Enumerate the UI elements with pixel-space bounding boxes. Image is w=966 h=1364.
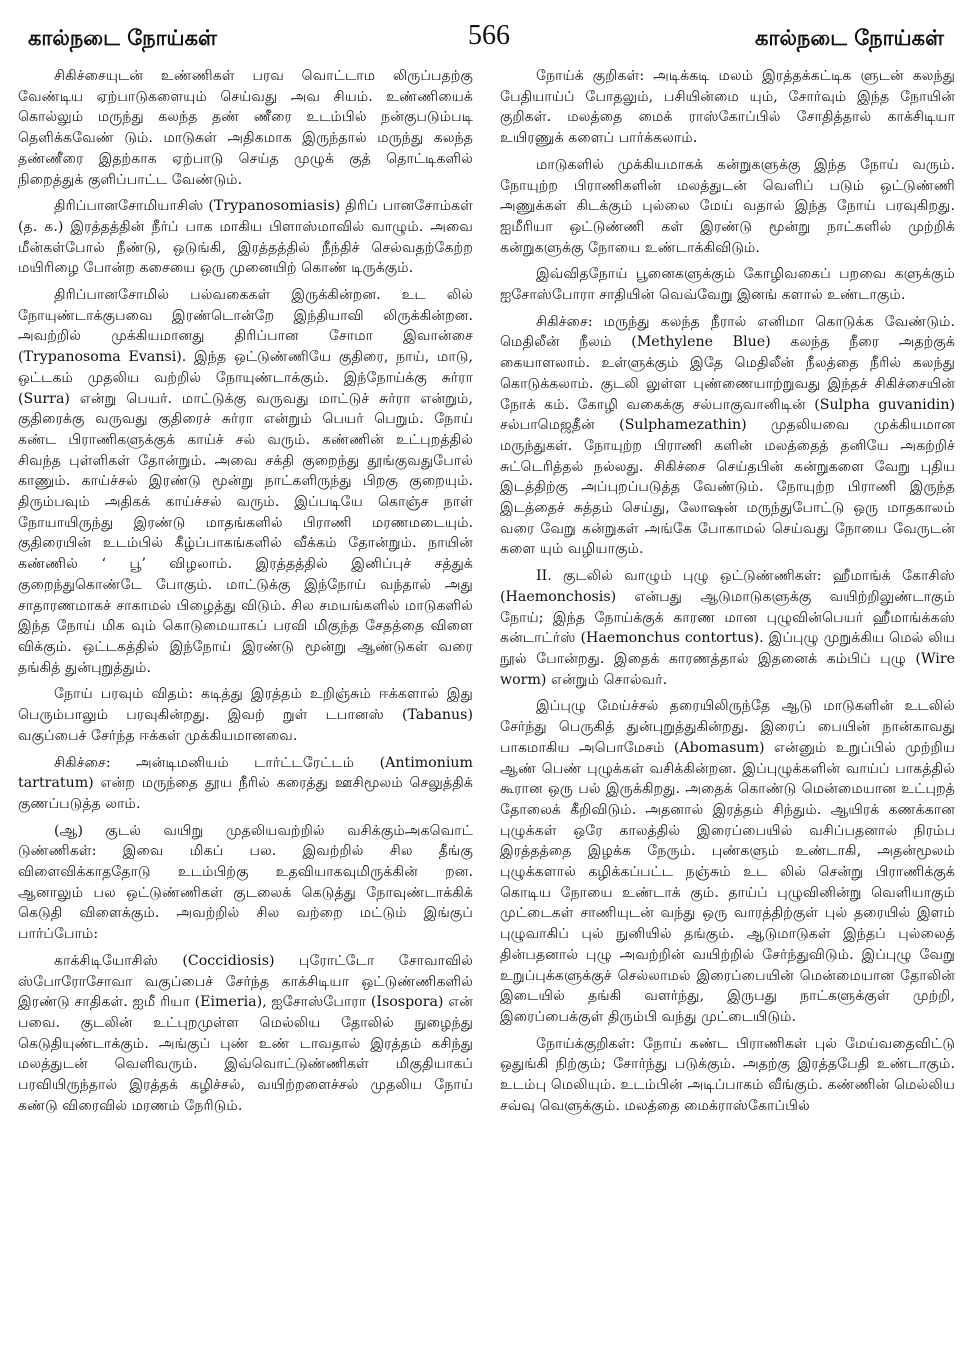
- paragraph-tick-control: சிகிச்சையுடன் உண்ணிகள் பரவ வொட்டாம லிருப்பதற்கு வேண்டிய ஏற்பாடுகளையும் செய்வது அவ சியம். உண்ணியைக் கொல்லும் மருந்து கலந்த தண் ணீரை உடம்பில் நன்குபடும்படி தெளிக்கவேண் டும். மாடுகள் அதிகமாக இருந்தால் மருந்து கலந்த தண்ணீரை இதற்காக ஏற்பாடு செய்த முழுக் குத் தொட்டிகளில் நிறைத்துக் குளிப்பாட்ட வேண்டும்.: [18, 68, 473, 188]
- paragraph-treatment: சிகிச்சை: அன்டிமனியம் டார்ட்டரேட்டம் (Antimonium tartratum) என்ற மருந்தை தூய நீரில் கரைத்து ஊசிமூலம் செலுத்திக் குணப்படுத்த லாம்.: [18, 754, 473, 812]
- page-number: 566: [468, 20, 510, 51]
- paragraph-calves: மாடுகளில் முக்கியமாகக் கன்றுகளுக்கு இந்த நோய் வரும். நோயுற்ற பிராணிகளின் மலத்துடன் வெளிப் படும் ஒட்டுண்ணி அணுக்கள் கிடக்கும் புல்லை மேய் வதால் இந்த நோய் பரவுகிறது. ஐமீரியா ஒட்டுண்ணி கள் இரண்டு மூன்று நாட்களில் முற்றிக் கன்றுகளுக்கு நோயை உண்டாக்கிவிடும்.: [500, 156, 955, 256]
- paragraph-haemonchosis-symptoms: நோய்க்குறிகள்: நோய் கண்ட பிராணிகள் புல் மேய்வதைவிட்டு ஒதுங்கி நிற்கும்; சோர்ந்து படுக்கும். அதற்கு இரத்தபேதி உண்டாகும். உடம்பு மெலியும். உடம்பின் அடிப்பாகம் வீங்கும். கண்ணின் மெல்லிய சவ்வு வெளுக்கும். மலத்தை மைக்ராஸ்கோப்பில்: [500, 1035, 955, 1114]
- left-column: [18, 66, 473, 1356]
- paragraph-intestinal-parasites: (ஆ) குடல் வயிறு முதலியவற்றில் வசிக்கும்அகவொட் டுண்ணிகள்: இவை மிகப் பல. இவற்றில் சில தீங்கு விளைவிக்காததோடு உடம்பிற்கு உதவியாகவுமிருக்கின் றன. ஆனாலும் பல ஒட்டுண்ணிகள் குடலைக் கெடுத்து நோவுண்டாக்கிக் கெடுதி விளைக்கும். அவற்றில் சில வற்றை மட்டும் இங்குப் பார்ப்போம்:: [18, 822, 473, 943]
- running-title-left: கால்நடை நோய்கள்: [28, 26, 217, 50]
- paragraph-birds: இவ்விதநோய் பூனைகளுக்கும் கோழிவகைப் பறவை களுக்கும் ஐசோஸ்போரா சாதியின் வெவ்வேறு இனங் களால் உண்டாகும்.: [500, 266, 955, 304]
- paragraph-surra: திரிப்பானசோமில் பல்வகைகள் இருக்கின்றன. உட லில் நோயுண்டாக்குபவை இரண்டொன்றே இந்தியாவி லிருக்கின்றன. அவற்றில் முக்கியமானது திரிப்பான சோமா இவான்சை (Trypanosoma Evansi). இந்த ஒட்டுண்ணியே குதிரை, நாய், மாடு, ஒட்டகம் முதலிய வற்றில் நோயுண்டாக்கும். இந்நோய்க்கு சுர்ரா (Surra) என்று பெயர். மாட்டுக்கு வருவது மாட்டுச் சுர்ரா என்றும், குதிரைக்கு வருவது குதிரைச் சுர்ரா என்றும் பெயர் பெறும். நோய் கண்ட பிராணிகளுக்குக் காய்ச் சல் வரும். கண்ணின் உட்புறத்தில் சிவந்த புள்ளிகள் தோன்றும். அவை சக்தி குறைந்து தூங்குவதுபோல் காணும். காய்ச்சல் இரண்டு மூன்று நாட்களிருந்து பிறகு குறையும். திரும்பவும் அதிகக் காய்ச்சல் வரும். இப்படியே கொஞ்ச நாள் நோயாயிருந்து இரண்டு மாதங்களில் பிராணி மரணமடையும். குதிரையின் உடம்பில் கீழ்ப்பாகங்களில் வீக்கம் தோன்றும். நாயின் கண்ணில் ‘ பூ’ விழலாம். இரத்தத்தில் இனிப்புச் சத்துக் குறைந்துகொண்டே போகும். மாட்டுக்கு இந்நோய் வந்தால் அது சாதாரணமாகச் சாகாமல் பிழைத்து விடும். சில சமயங்களில் மாடுகளில் இந்த நோய் மிக வும் கொடுமையாகப் பரவி மிகுந்த சேதத்தை விளை விக்கும். ஒட்டகத்தில் இந்நோய் இரண்டு மூன்று ஆண்டுகள் வரை தங்கித் துன்புறுத்தும்.: [18, 287, 473, 676]
- paragraph-coccidiosis-treatment: சிகிச்சை: மருந்து கலந்த நீரால் எனிமா கொடுக்க வேண்டும். மெதிலீன் நீலம் (Methylene Blue) கலந்த நீரை அதற்குக் கையாளலாம். உள்ளுக்கும் இதே மெதிலீன் நீலத்தை நீரில் கலந்து கொடுக்கலாம். குடலி லுள்ள புண்ணையாற்றுவது இந்தச் சிகிச்சையின் நோக் கம். கோழி வகைக்கு சல்பாகுவானிடின் (Sulpha guvanidin) சல்பாமெஜதீன் (Sulphamezathin) முதலியவை முக்கியமான மருந்துகள். நோயுற்ற பிராணி களின் மலத்தைத் தனியே அகற்றிச் சுட்டெரித்தல் நல்லது. சிகிச்சை செய்தபின் கன்றுகளை வேறு புதிய இடத்திற்கு அப்புறப்படுத்த வேண்டும். நோயுற்ற பிராணி இருந்த இடத்தைச் சுத்தம் செய்து, லோஷன் மருந்துபோட்டு ஒரு மாதகாலம் வரை வேறு கன்றுகள் அங்கே போகாமல் செய்வது நோயை வேருடன் களை யும் வழியாகும்.: [500, 313, 955, 558]
- paragraph-coccidiosis: காக்சிடியோசிஸ் (Coccidiosis) புரோட்டோ சோவாவில் ஸ்போரோசோவா வகுப்பைச் சேர்ந்த காக்சிடியா ஒட்டுண்ணிகளில் இரண்டு சாதிகள். ஐமீ ரியா (Eimeria), ஐசோஸ்போரா (Isospora) என் பவை. குடலின் உட்புறமுள்ள மெல்லிய தோலில் நுழைந்து கெடுதியுண்டாக்கும். அங்குப் புண் உண் டாவதால் இரத்தம் கசிந்து மலத்துடன் வெளிவரும். இவ்வொட்டுண்ணிகள் மிகுதியாகப் பரவியிருந்தால் இரத்தக் கழிச்சல், வயிற்றளைச்சல் முதலிய நோய் கண்டு விரைவில் மரணம் நேரிடும்.: [18, 952, 473, 1114]
- paragraph-transmission: நோய் பரவும் விதம்: கடித்து இரத்தம் உறிஞ்சும் ஈக்களால் இது பெரும்பாலும் பரவுகின்றது. இவற் றுள் டபானஸ் (Tabanus) வகுப்பைச் சேர்ந்த ஈக்கள் முக்கியமானவை.: [18, 686, 473, 744]
- right-column: [500, 66, 955, 1356]
- page-header: [28, 18, 944, 62]
- running-title-right: கால்நடை நோய்கள்: [755, 26, 944, 50]
- paragraph-trypanosomiasis: திரிப்பானசோமியாசிஸ் (Trypanosomiasis) திரிப் பானசோம்கள் (த. க.) இரத்தத்தின் நீர்ப் பாக மாகிய பிளாஸ்மாவில் வாழும். அவை மீன்கள்போல் நீண்டு, ஒடுங்கி, இரத்தத்தில் நீந்திச் செல்வதற்கேற்ற மயிரிழை போன்ற கசையை ஒரு முனையிற் கொண் டிருக்கும்.: [18, 198, 473, 277]
- paragraph-symptoms: நோய்க் குறிகள்: அடிக்கடி மலம் இரத்தக்கட்டிக ளுடன் கலந்து பேதியாய்ப் போதலும், பசியின்மை யும், சோர்வும் இந்த நோயின் குறிகள். மலத்தை மைக் ராஸ்கோப்பில் சோதித்தால் காக்சிடியா உயிரணுக் களைப் பார்க்கலாம்.: [500, 68, 955, 147]
- paragraph-haemonchosis: II. குடலில் வாழும் புழு ஒட்டுண்ணிகள்: ஹீமாங்க் கோசிஸ் (Haemonchosis) என்பது ஆடுமாடுகளுக்கு வயிற்றிலுண்டாகும் நோய்; இந்த நோய்க்குக் காரண மான புழுவின்பெயர் ஹீமாங்க்கஸ் கன்டாட்ர்ஸ் (Haemonchus contortus). இப்புழு முறுக்கிய மெல் லிய நூல் போன்றது. இதைக் காரணத்தால் இதனைக் கம்பிப் புழு (Wire worm) என்றும் சொல்வர்.: [500, 568, 955, 688]
- paragraph-life-cycle: இப்புழு மேய்ச்சல் தரையிலிருந்தே ஆடு மாடுகளின் உடலில் சேர்ந்து பெருகித் துன்புறுத்துகின்றது. இரைப் பையின் நான்காவது பாகமாகிய அபொமேசம் (Abomasum) என்னும் உறுப்பில் முற்றிய ஆண் பெண் புழுக்கள் வசிக்கின்றன. இப்புழுக்களின் வாய்ப் பாகத்தில் கூரான ஒரு பல் இருக்கிறது. அதைக் கொண்டு மென்மையான உட்புறத் தோலைக் கீறிவிடும். அதனால் இரத்தம் சிந்தும். ஆயிரக் கணக்கான புழுக்கள் ஒரே காலத்தில் இரைப்பையில் வசிப்பதனால் நிரம்ப இரத்தத்தை இழக்க நேரும். புண்களும் உண்டாகி, அதன்மூலம் புழுக்களால் கழிக்கப்பட்ட நஞ்சும் உட லில் சென்று பிராணிக்குக் கொடிய நோயை உண்டாக் கும். தாய்ப் புழுவினின்று வெளியாகும் முட்டைகள் சாணியுடன் வந்து ஒரு வாரத்திற்குள் புல் தரையில் இளம் புழுவாகிப் புல் நுனியில் தங்கும். ஆடுமாடுகள் இந்தப் புல்லைத் தின்பதனால் புழு அவற்றின் வயிற்றில் சேர்ந்துவிடும். இப்புழு வேறு உறுப்புக்களுக்குச் செல்லாமல் இரைப்பையின் மென்மையான தோலின் இடையில் தங்கி வளர்ந்து, இருபது நாட்களுக்குள் முற்றி, இரைப்பைக்குள் திரும்பி வந்து முட்டையிடும்.: [500, 698, 955, 1025]
